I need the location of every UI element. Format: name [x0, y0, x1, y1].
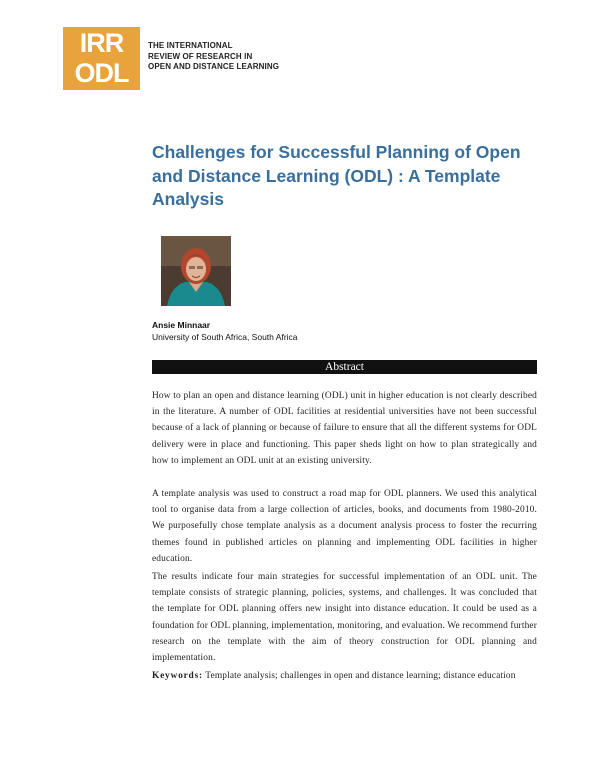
journal-name-line: REVIEW OF RESEARCH IN: [148, 51, 253, 61]
abstract-paragraph: A template analysis was used to construct a road map for ODL planners. We used this analytical tool to organise data from a large collection of articles, books, and documents from 1980-2010. We purposefully chose template analysis as a document analysis process to foster the recurring themes found in published articles on planning and implementing ODL facilities in higher education.: [152, 489, 537, 564]
keywords-label: Keywords:: [152, 671, 203, 681]
abstract-paragraph: The results indicate four main strategies for successful implementation of an ODL unit. The template consists of strategic planning, policies, systems, and challenges. It was concluded that the template for ODL planning offers new insight into distance education. It could be used as a foundation for ODL planning, implementation, monitoring, and evaluation. We recommend further research on the template with the aim of theory construction for ODL planning and implementation.: [152, 572, 537, 664]
journal-name-line: THE INTERNATIONAL: [148, 41, 233, 50]
keywords: [152, 668, 537, 684]
title-line: Analysis: [152, 189, 224, 209]
keywords-text: Template analysis; challenges in open and distance learning; distance education: [205, 671, 516, 681]
abstract-paragraph: How to plan an open and distance learning (ODL) unit in higher education is not clearly described in the literature. A number of ODL facilities at residential universities have not been successful because of a lack of planning or because of failure to ensure that all the different systems for ODL delivery were in place and functioning. This paper sheds light on how to plan strategically and how to implement an ODL unit at an existing university.: [152, 391, 537, 466]
title-line: Challenges for Successful Planning of Open: [152, 142, 521, 162]
author-affiliation: University of South Africa, South Africa: [152, 332, 298, 342]
author-photo: [161, 236, 231, 306]
journal-name: [148, 41, 279, 73]
author-name: Ansie Minnaar: [152, 320, 211, 330]
title-line: and Distance Learning (ODL) : A Template: [152, 165, 501, 186]
logo-text-bottom: ODL: [74, 58, 129, 88]
logo-text-top: IRR: [79, 28, 124, 58]
journal-name-line: OPEN AND DISTANCE LEARNING: [148, 62, 280, 71]
abstract-heading: Abstract: [152, 360, 537, 374]
article-title: [152, 141, 552, 212]
journal-logo: [63, 27, 140, 90]
